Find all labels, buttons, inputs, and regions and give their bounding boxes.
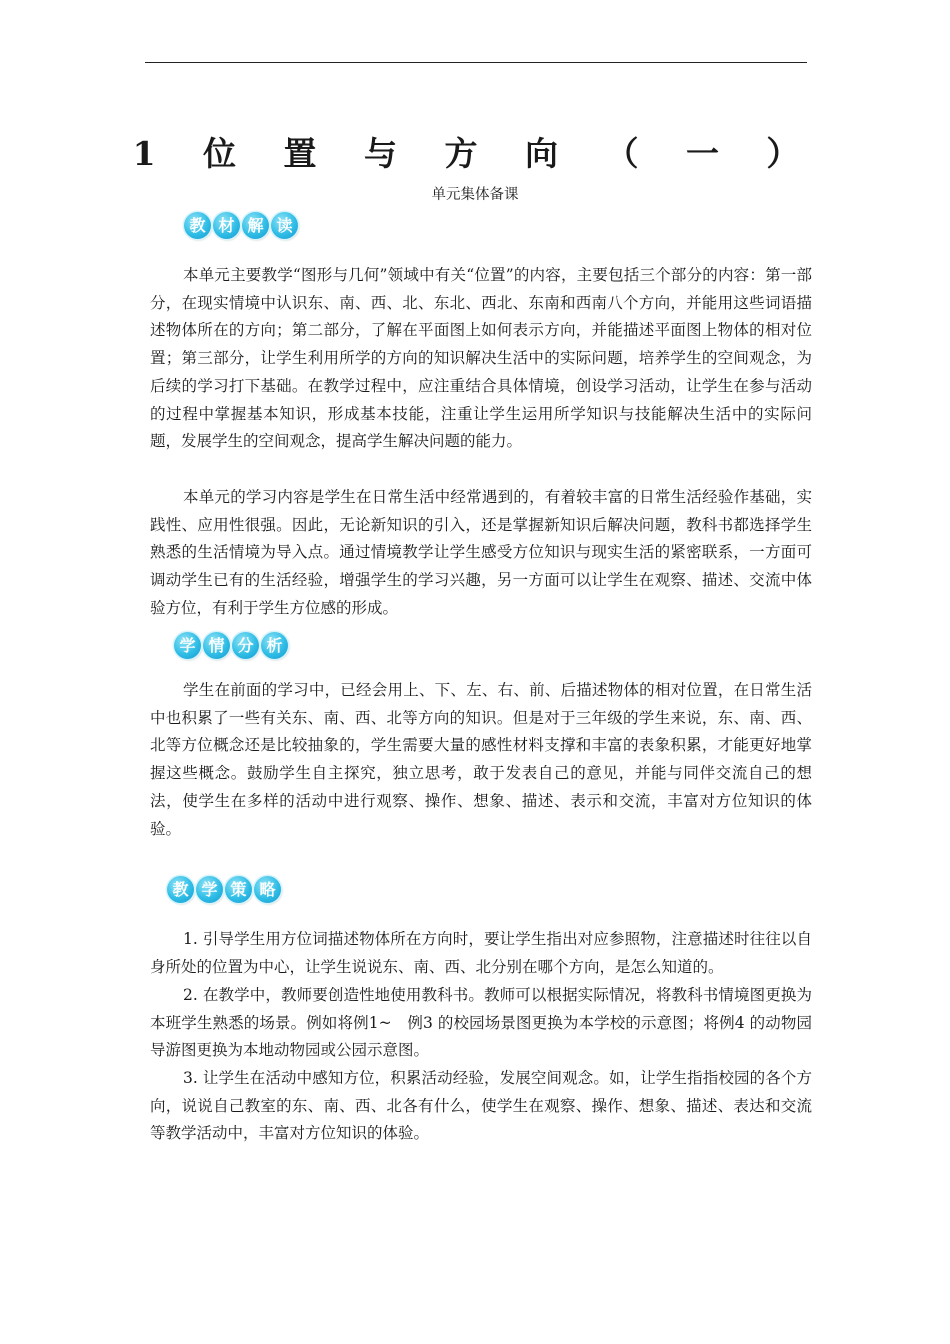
- strategy-item: 3. 让学生在活动中感知方位，积累活动经验，发展空间观念。如，让学生指指校园的各个方向，说说自己教室的东、南、西、北各有什么，使学生在观察、操作、想象、描述、表达和交流等教学活动中，丰富对方位知识的体验。: [150, 1069, 812, 1143]
- section-badge-textbook-reading: [184, 212, 298, 239]
- page-title: 1 位 置 与 方 向 （ 一 ）: [132, 134, 818, 173]
- body-paragraph: 学生在前面的学习中，已经会用上、下、左、右、前、后描述物体的相对位置，在日常生活中也积累了一些有关东、南、西、北等方向的知识。但是对于三年级的学生来说，东、南、西、北等方位概念还是比较抽象的，学生需要大量的感性材料支撑和丰富的表象积累，才能更好地掌握这些概念。鼓励学生自主探究，独立思考，敢于发表自己的意见，并能与同伴交流自己的想法，使学生在多样的活动中进行观察、操作、想象、描述、表示和交流，丰富对方位知识的体验。: [150, 681, 812, 838]
- page-subtitle: 单元集体备课: [431, 187, 519, 203]
- badge-char: 教: [184, 212, 211, 239]
- strategy-item: 1. 引导学生用方位词描述物体所在方向时，要让学生指出对应参照物，注意描述时往往以自身所处的位置为中心，让学生说说东、南、西、北分别在哪个方向，是怎么知道的。: [150, 930, 812, 976]
- badge-char: 情: [203, 632, 230, 659]
- body-paragraph: 本单元的学习内容是学生在日常生活中经常遇到的，有着较丰富的日常生活经验作基础，实践性、应用性很强。因此，无论新知识的引入，还是掌握新知识后解决问题，教科书都选择学生熟悉的生活情境为导入点。通过情境教学让学生感受方位知识与现实生活的紧密联系，一方面可调动学生已有的生活经验，增强学生的学习兴趣，另一方面可以让学生在观察、描述、交流中体验方位，有利于学生方位感的形成。: [150, 488, 812, 617]
- badge-char: 解: [242, 212, 269, 239]
- section-badge-student-analysis: [174, 632, 288, 659]
- badge-char: 教: [167, 876, 194, 903]
- badge-char: 学: [174, 632, 201, 659]
- section-badge-teaching-strategy: [167, 876, 281, 903]
- body-paragraph: 本单元主要教学“图形与几何”领域中有关“位置”的内容，主要包括三个部分的内容：第一部分，在现实情境中认识东、南、西、北、东北、西北、东南和西南八个方向，并能用这些词语描述物体所在的方向；第二部分，了解在平面图上如何表示方向，并能描述平面图上物体的相对位置；第三部分，让学生利用所学的方向的知识解决生活中的实际问题，培养学生的空间观念，为后续的学习打下基础。在教学过程中，应注重结合具体情境，创设学习活动，让学生在参与活动的过程中掌握基本知识，形成基本技能，注重让学生运用所学知识与技能解决生活中的实际问题，发展学生的空间观念，提高学生解决问题的能力。: [150, 266, 812, 451]
- badge-char: 析: [261, 632, 288, 659]
- badge-char: 学: [196, 876, 223, 903]
- badge-char: 材: [213, 212, 240, 239]
- header-rule: [145, 62, 807, 63]
- badge-char: 略: [254, 876, 281, 903]
- badge-char: 分: [232, 632, 259, 659]
- strategy-item: 2. 在教学中，教师要创造性地使用教科书。教师可以根据实际情况，将教科书情境图更换为本班学生熟悉的场景。例如将例1~ 例3 的校园场景图更换为本学校的示意图；将例4 的动物园导游图更换为本地动物园或公园示意图。: [150, 986, 812, 1060]
- badge-char: 读: [271, 212, 298, 239]
- badge-char: 策: [225, 876, 252, 903]
